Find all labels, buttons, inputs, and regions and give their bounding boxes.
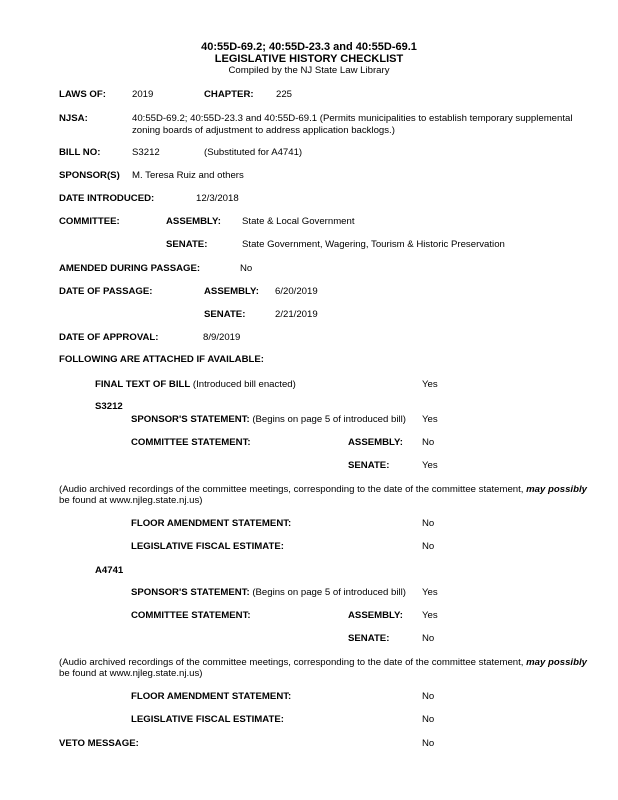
date-introduced-label: DATE INTRODUCED: [59, 193, 155, 204]
final-text-value: Yes [422, 379, 438, 390]
veto-value: No [422, 738, 435, 749]
s3212-floor-label: FLOOR AMENDMENT STATEMENT: [131, 518, 292, 529]
s3212-fiscal-label: LEGISLATIVE FISCAL ESTIMATE: [131, 541, 284, 552]
amended-label: AMENDED DURING PASSAGE: [59, 263, 201, 274]
approval-value: 8/9/2019 [203, 332, 241, 343]
attached-heading: FOLLOWING ARE ATTACHED IF AVAILABLE: [59, 354, 264, 365]
njsa-label: NJSA: [59, 113, 88, 124]
sponsors-label: SPONSOR(S) [59, 170, 120, 181]
passage-senate-label: SENATE: [204, 309, 246, 320]
sponsors-value: M. Teresa Ruiz and others [132, 170, 244, 181]
a4741-sponsor-note: (Begins on page 5 of introduced bill) [252, 587, 406, 598]
subtitle: Compiled by the NJ State Law Library [228, 65, 390, 76]
bill-no-label: BILL NO: [59, 147, 101, 158]
chapter-label: CHAPTER: [204, 89, 254, 100]
a4741-senate-label: SENATE: [348, 633, 390, 644]
a4741-sponsor-label: SPONSOR'S STATEMENT: [131, 587, 250, 598]
a4741-fiscal-value: No [422, 714, 435, 725]
njsa-line-1: 40:55D-69.2; 40:55D-23.3 and 40:55D-69.1 (Permits municipalities to establish temporary supplemental [132, 113, 573, 124]
a4741-floor-label: FLOOR AMENDMENT STATEMENT: [131, 691, 292, 702]
a4741-assembly-value: Yes [422, 610, 438, 621]
veto-label: VETO MESSAGE: [59, 738, 139, 749]
passage-assembly-label: ASSEMBLY: [204, 286, 259, 297]
laws-of-value: 2019 [132, 89, 154, 100]
a4741-audio-emphasis: may possibly [526, 657, 587, 668]
njsa-line-2: zoning boards of adjustment to address application backlogs.) [132, 125, 395, 136]
a4741-senate-value: No [422, 633, 435, 644]
s3212-audio-emphasis: may possibly [526, 484, 587, 495]
a4741-sponsor-value: Yes [422, 587, 438, 598]
final-text-row [95, 379, 296, 391]
s3212-audio-line-2: be found at www.njleg.state.nj.us) [59, 495, 203, 506]
committee-senate-label: SENATE: [166, 239, 208, 250]
amended-value: No [240, 263, 253, 274]
s3212-senate-label: SENATE: [348, 460, 390, 471]
s3212-floor-value: No [422, 518, 435, 529]
a4741-assembly-label: ASSEMBLY: [348, 610, 403, 621]
a4741-committee-label: COMMITTEE STATEMENT: [131, 610, 251, 621]
a4741-audio-text: (Audio archived recordings of the committee meetings, corresponding to the date of the committee statement, [59, 657, 524, 668]
a4741-audio-line-2: be found at www.njleg.state.nj.us) [59, 668, 203, 679]
chapter-value: 225 [276, 89, 293, 100]
laws-of-label: LAWS OF: [59, 89, 106, 100]
s3212-committee-label: COMMITTEE STATEMENT: [131, 437, 251, 448]
a4741-fiscal-label: LEGISLATIVE FISCAL ESTIMATE: [131, 714, 284, 725]
s3212-sponsor-note: (Begins on page 5 of introduced bill) [252, 414, 406, 425]
s3212-audio-text: (Audio archived recordings of the committee meetings, corresponding to the date of the committee statement, [59, 484, 524, 495]
committee-label: COMMITTEE: [59, 216, 120, 227]
s3212-bill-label: S3212 [95, 401, 123, 412]
s3212-sponsor-label: SPONSOR'S STATEMENT: [131, 414, 250, 425]
a4741-floor-value: No [422, 691, 435, 702]
final-text-label: FINAL TEXT OF BILL [95, 379, 191, 390]
s3212-fiscal-value: No [422, 541, 435, 552]
final-text-note: (Introduced bill enacted) [192, 379, 296, 390]
committee-senate-value: State Government, Wagering, Tourism & Historic Preservation [242, 239, 505, 250]
title-line-1: 40:55D-69.2; 40:55D-23.3 and 40:55D-69.1 [201, 41, 417, 53]
passage-label: DATE OF PASSAGE: [59, 286, 153, 297]
approval-label: DATE OF APPROVAL: [59, 332, 159, 343]
s3212-sponsor-row [131, 414, 406, 426]
passage-assembly-value: 6/20/2019 [275, 286, 318, 297]
date-introduced-value: 12/3/2018 [196, 193, 239, 204]
bill-no-note: (Substituted for A4741) [204, 147, 303, 158]
a4741-bill-label: A4741 [95, 565, 124, 576]
passage-senate-value: 2/21/2019 [275, 309, 318, 320]
s3212-senate-value: Yes [422, 460, 438, 471]
title-line-2: LEGISLATIVE HISTORY CHECKLIST [214, 53, 404, 65]
a4741-sponsor-row [131, 587, 406, 599]
s3212-assembly-label: ASSEMBLY: [348, 437, 403, 448]
s3212-sponsor-value: Yes [422, 414, 438, 425]
bill-no-value: S3212 [132, 147, 160, 158]
s3212-assembly-value: No [422, 437, 435, 448]
committee-assembly-label: ASSEMBLY: [166, 216, 221, 227]
committee-assembly-value: State & Local Government [242, 216, 355, 227]
